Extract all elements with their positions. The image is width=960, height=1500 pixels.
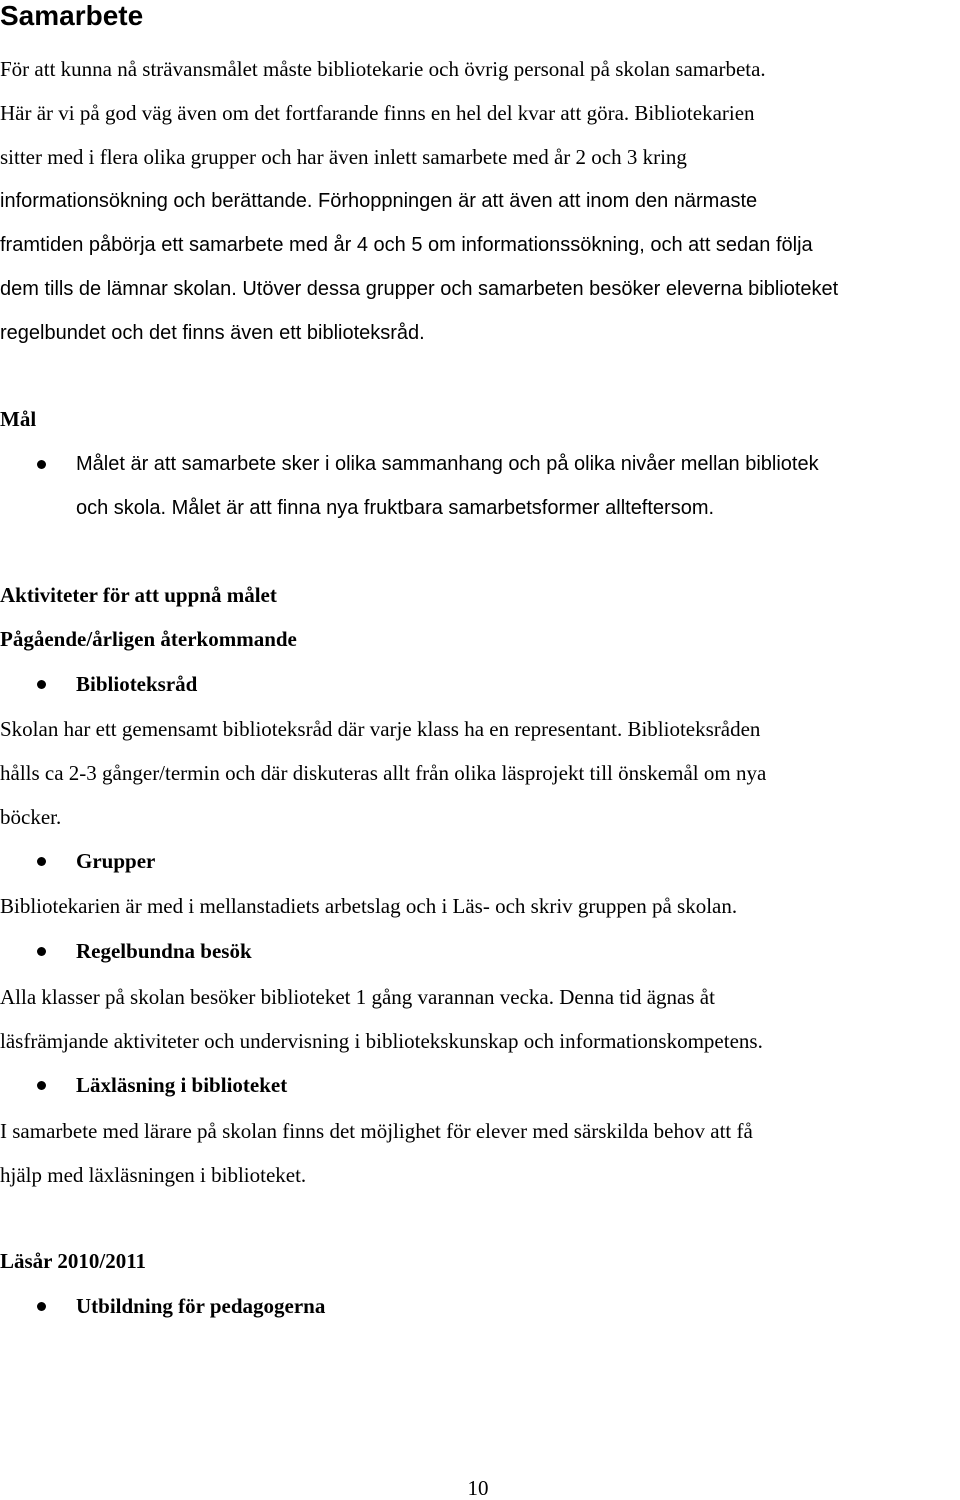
- page-number: 10: [467, 1476, 489, 1500]
- item-text-laxlasning: [0, 1109, 956, 1197]
- item-line: böcker.: [0, 805, 62, 829]
- item-title-utbildning: Utbildning för pedagogerna: [76, 1294, 326, 1318]
- item-text-regelbundna-besok: [0, 975, 956, 1063]
- intro-line: sitter med i flera olika grupper och har även inlett samarbete med år 2 och 3 kring: [0, 145, 687, 169]
- item-line: läsfrämjande aktiviteter och undervisning i bibliotekskunskap och informationskompetens.: [0, 1029, 763, 1053]
- item-title-biblioteksrad: Biblioteksråd: [76, 672, 198, 696]
- intro-line: dem tills de lämnar skolan. Utöver dessa grupper och samarbeten besöker eleverna biblioteket: [0, 278, 839, 300]
- bullet-icon: [37, 460, 46, 469]
- item-line: Skolan har ett gemensamt biblioteksråd där varje klass ha en representant. Biblioteksråden: [0, 717, 761, 741]
- intro-line: framtiden påbörja ett samarbete med år 4 och 5 om informationssökning, och att sedan följa: [0, 234, 813, 256]
- bullet-icon: [37, 1302, 46, 1311]
- intro-line: Här är vi på god väg även om det fortfarande finns en hel del kvar att göra. Bibliotekarien: [0, 101, 755, 125]
- item-line: Alla klasser på skolan besöker biblioteket 1 gång varannan vecka. Denna tid ägnas åt: [0, 985, 715, 1009]
- item-line: hålls ca 2-3 gånger/termin och där diskuteras allt från olika läsprojekt till önskemål om nya: [0, 761, 767, 785]
- intro-line: För att kunna nå strävansmålet måste bibliotekarie och övrig personal på skolan samarbeta.: [0, 57, 766, 81]
- section-heading: Samarbete: [0, 0, 144, 31]
- item-text-biblioteksrad: [0, 707, 956, 839]
- item-title-regelbundna-besok: Regelbundna besök: [76, 939, 252, 963]
- item-title-laxlasning: Läxläsning i biblioteket: [76, 1073, 288, 1097]
- aktiviteter-subheading: Pågående/årligen återkommande: [0, 627, 297, 651]
- intro-line: regelbundet och det finns även ett biblioteksråd.: [0, 322, 425, 344]
- bullet-icon: [37, 1081, 46, 1090]
- intro-line: informationsökning och berättande. Förhoppningen är att även att inom den närmaste: [0, 190, 758, 212]
- item-line: I samarbete med lärare på skolan finns det möjlighet för elever med särskilda behov att få: [0, 1119, 753, 1143]
- mal-line: och skola. Målet är att finna nya fruktbara samarbetsformer allteftersom.: [76, 497, 715, 519]
- item-line: Bibliotekarien är med i mellanstadiets arbetslag och i Läs- och skriv gruppen på skolan.: [0, 894, 738, 918]
- bullet-icon: [37, 680, 46, 689]
- aktiviteter-heading: Aktiviteter för att uppnå målet: [0, 583, 277, 607]
- item-title-grupper: Grupper: [76, 849, 156, 873]
- bullet-icon: [37, 857, 46, 866]
- item-line: hjälp med läxläsningen i biblioteket.: [0, 1163, 307, 1187]
- lasar-heading: Läsår 2010/2011: [0, 1249, 147, 1273]
- mal-heading: Mål: [0, 407, 37, 431]
- mal-bullet-text: [76, 442, 956, 530]
- mal-line: Målet är att samarbete sker i olika sammanhang och på olika nivåer mellan bibliotek: [76, 453, 819, 475]
- intro-paragraph: [0, 47, 956, 355]
- item-text-grupper: [0, 884, 956, 928]
- bullet-icon: [37, 947, 46, 956]
